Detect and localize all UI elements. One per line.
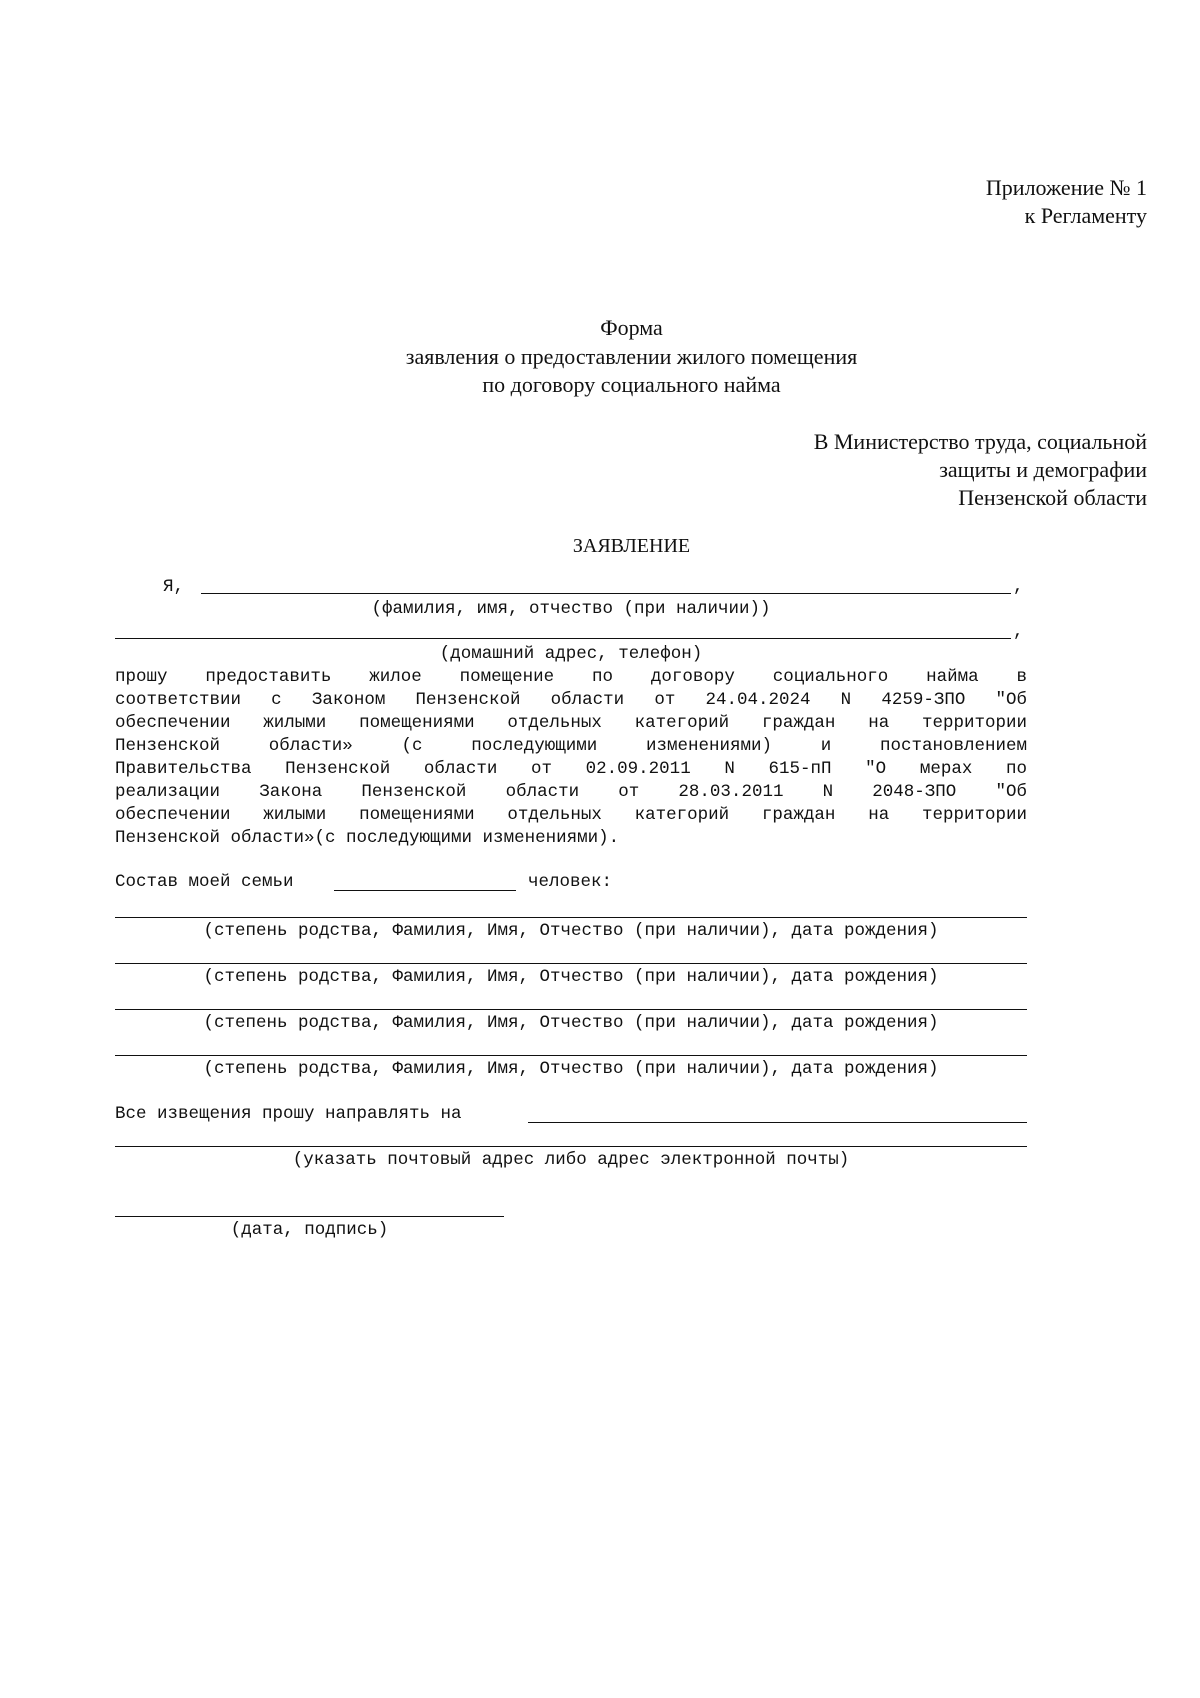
family-member-field[interactable] (115, 917, 1027, 918)
request-line: Пензенской области» (с последующими изменениями) и постановлением (115, 736, 1027, 756)
family-member-field[interactable] (115, 963, 1027, 964)
appendix-regulation: к Регламенту (1024, 203, 1147, 228)
appendix-number: Приложение № 1 (985, 175, 1147, 200)
request-line: обеспечении жилыми помещениями отдельных категорий граждан на территории (115, 713, 1027, 733)
request-line: Правительства Пензенской области от 02.09.2011 N 615-пП "О мерах по (115, 759, 1027, 779)
request-line: Пензенской области»(с последующими изменениями). (115, 828, 620, 848)
applicant-name-hint: (фамилия, имя, отчество (при наличии)) (371, 599, 771, 619)
family-prefix: Состав моей семьи (115, 872, 294, 892)
family-member-hint: (степень родства, Фамилия, Имя, Отчество (при наличии), дата рождения) (203, 921, 939, 941)
notices-hint: (указать почтовый адрес либо адрес электронной почты) (292, 1150, 850, 1170)
request-line: прошу предоставить жилое помещение по договору социального найма в (115, 667, 1027, 687)
family-member-field[interactable] (115, 1055, 1027, 1056)
request-line: реализации Закона Пензенской области от 28.03.2011 N 2048-ЗПО "Об (115, 782, 1027, 802)
notices-address-field-2[interactable] (115, 1146, 1027, 1147)
family-member-hint: (степень родства, Фамилия, Имя, Отчество (при наличии), дата рождения) (203, 967, 939, 987)
applicant-name-field[interactable] (201, 593, 1011, 594)
form-title-line3: по договору социального найма (482, 372, 781, 397)
document-heading: ЗАЯВЛЕНИЕ (572, 535, 691, 557)
applicant-name-comma: , (1013, 577, 1024, 597)
family-member-hint: (степень родства, Фамилия, Имя, Отчество (при наличии), дата рождения) (203, 1059, 939, 1079)
addressee-line1: В Министерство труда, социальной (813, 429, 1147, 454)
form-title-line1: Форма (600, 315, 663, 340)
signature-hint: (дата, подпись) (230, 1220, 389, 1240)
request-line: обеспечении жилыми помещениями отдельных категорий граждан на территории (115, 805, 1027, 825)
notices-prefix: Все извещения прошу направлять на (115, 1104, 462, 1124)
notices-address-field[interactable] (528, 1122, 1027, 1123)
family-suffix: человек: (528, 872, 613, 892)
addressee-line3: Пензенской области (958, 485, 1147, 510)
family-member-field[interactable] (115, 1009, 1027, 1010)
form-title-line2: заявления о предоставлении жилого помещения (405, 344, 858, 369)
request-line: соответствии с Законом Пензенской области от 24.04.2024 N 4259-ЗПО "Об (115, 690, 1027, 710)
applicant-address-hint: (домашний адрес, телефон) (439, 644, 703, 664)
family-count-field[interactable] (334, 890, 516, 891)
family-member-hint: (степень родства, Фамилия, Имя, Отчество (при наличии), дата рождения) (203, 1013, 939, 1033)
addressee-line2: защиты и демографии (939, 457, 1147, 482)
applicant-prefix: Я, (163, 577, 185, 597)
applicant-address-field[interactable] (115, 638, 1011, 639)
applicant-address-comma: , (1013, 622, 1024, 642)
signature-field[interactable] (115, 1216, 504, 1217)
